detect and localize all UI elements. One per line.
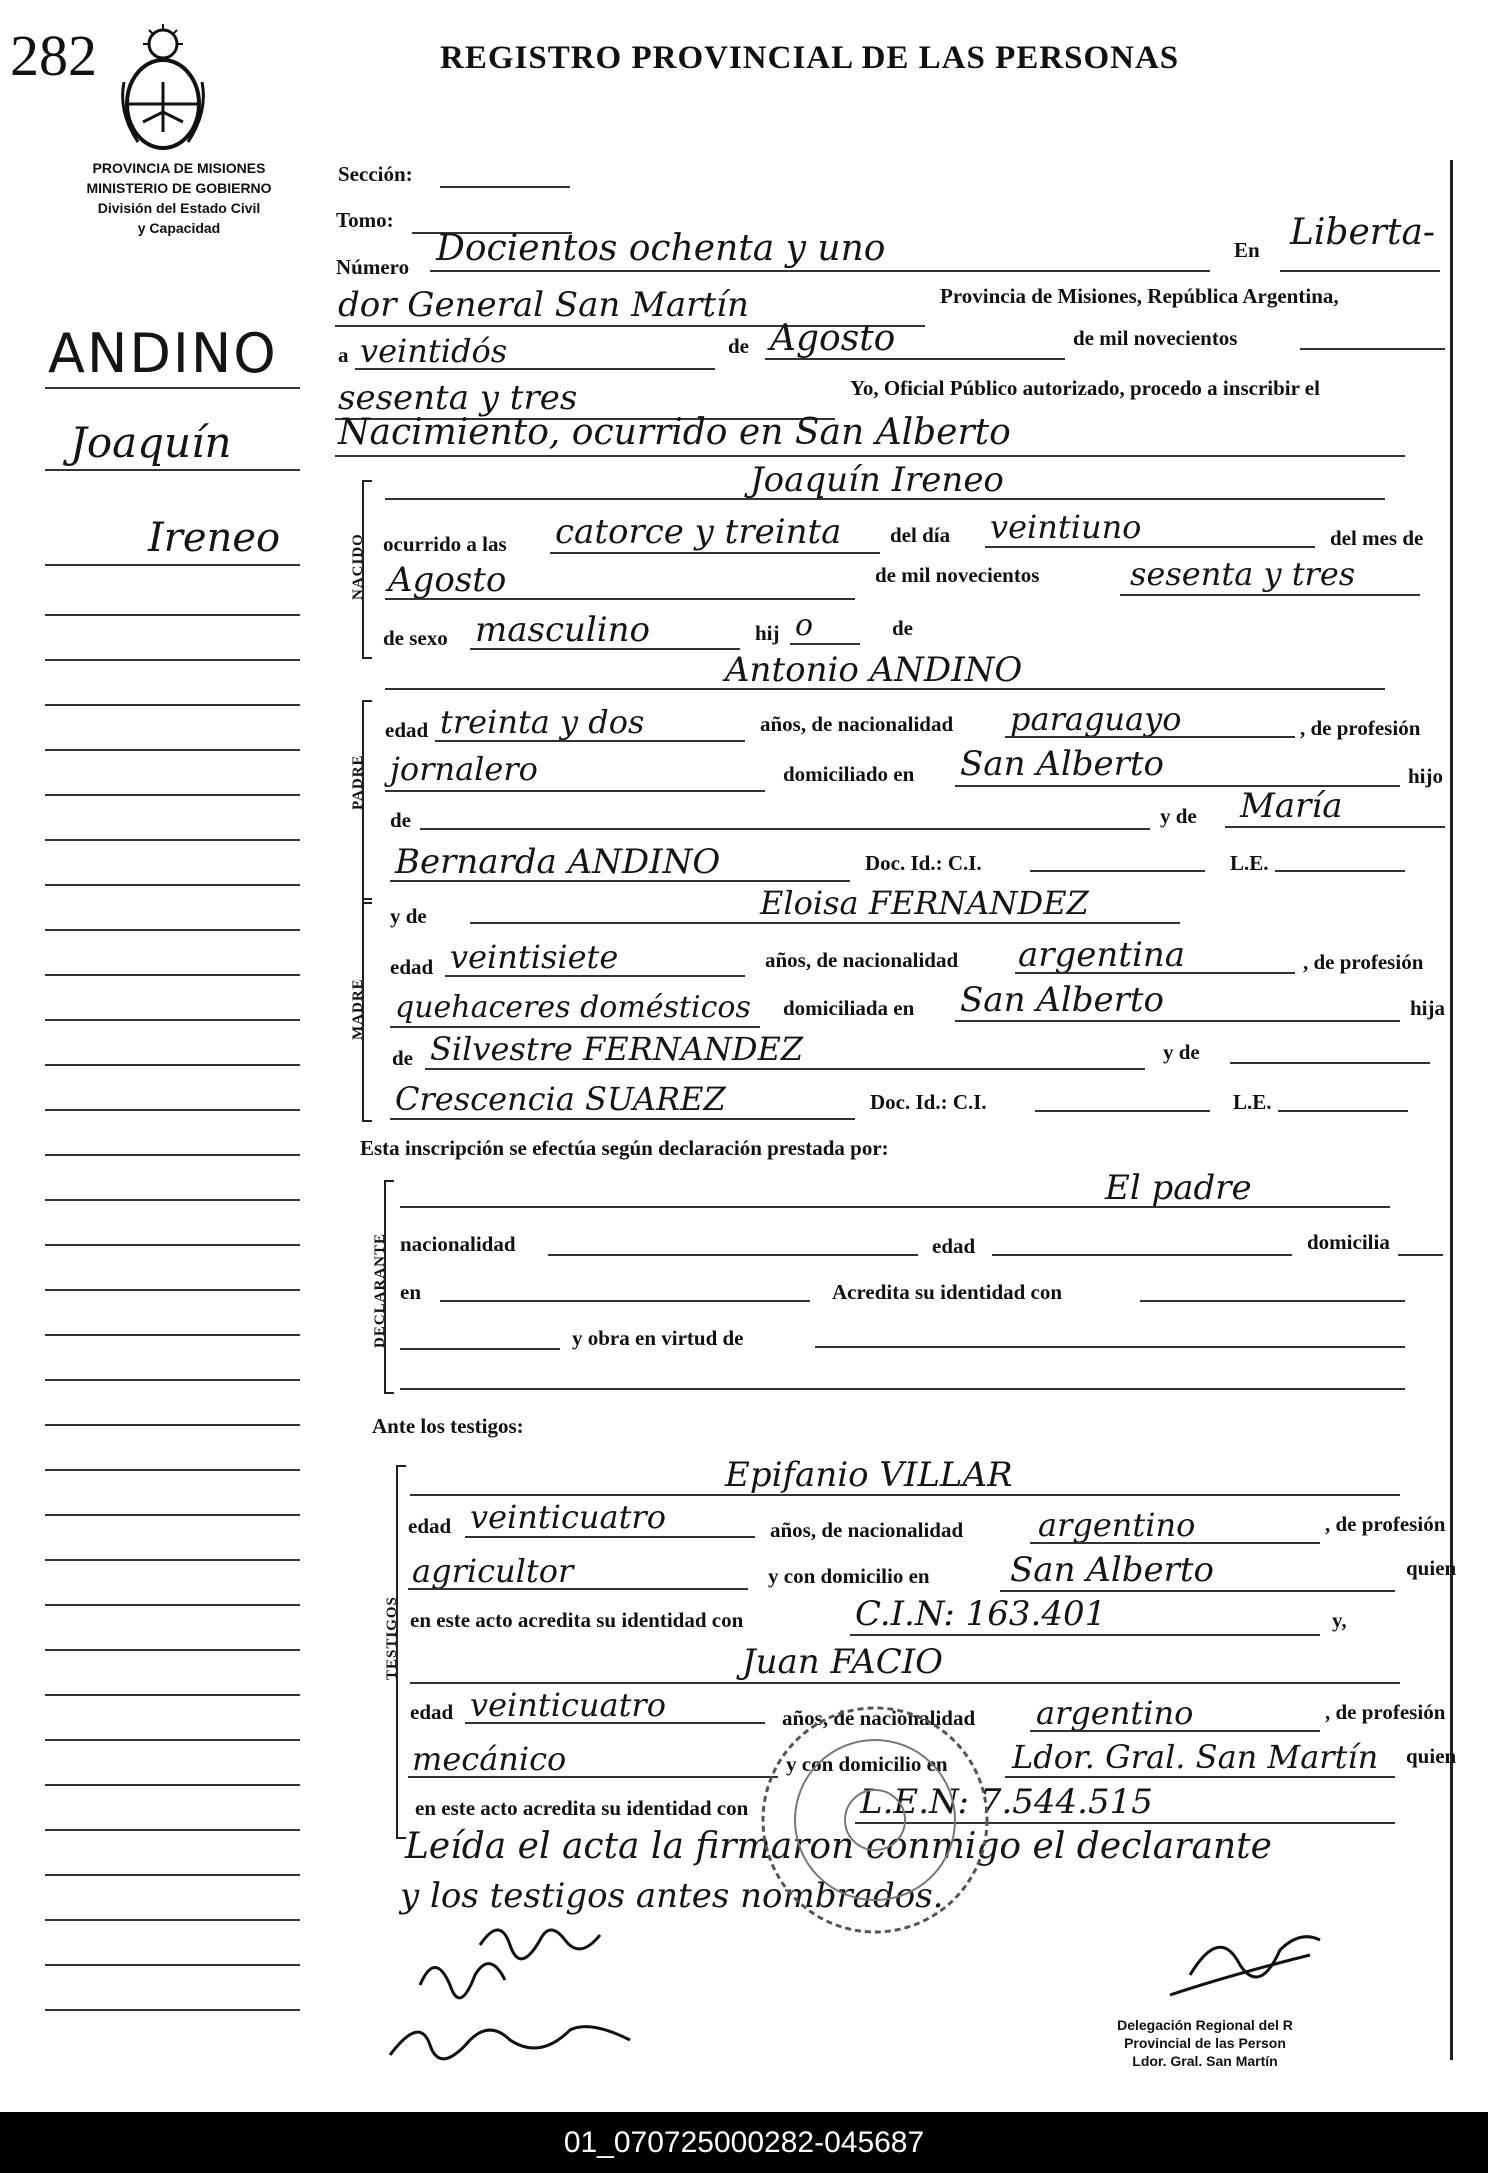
testigos-section-label: TESTIGOS: [384, 1596, 400, 1680]
nacido-day-line: [985, 546, 1315, 548]
place-line1-rule: [1280, 270, 1440, 272]
declarante-name-line: [400, 1206, 1390, 1208]
witness2-doc: L.E.N: 7.544.515: [860, 1782, 1153, 1822]
org-line-division: División del Estado Civil: [97, 200, 261, 216]
witness1-name: Epifanio VILLAR: [725, 1455, 1013, 1495]
closing-line1: Leída el acta la firmaron conmigo el declarante: [405, 1826, 1272, 1867]
padre-mother-2: Bernarda ANDINO: [395, 842, 721, 882]
numero-label: Número: [336, 255, 410, 279]
seccion-line: [440, 186, 570, 188]
day-line: [355, 368, 715, 370]
declarante-obra-line-pre: [400, 1348, 560, 1350]
witness1-edad: veinticuatro: [470, 1498, 666, 1536]
de-label: de: [728, 334, 749, 358]
hour-value: catorce y treinta: [555, 512, 842, 552]
padre-y-de-label: y de: [1160, 804, 1197, 828]
witness2-prof-line: [408, 1776, 778, 1778]
witness2-name: Juan FACIO: [742, 1642, 944, 1682]
official-line2: Provincial de las Person: [1124, 2035, 1286, 2051]
declarante-dom-line: [1398, 1254, 1443, 1256]
padre-prof-label: , de profesión: [1300, 716, 1421, 740]
witness1-nac-label: años, de nacionalidad: [770, 1518, 964, 1542]
right-border: [1450, 160, 1453, 2060]
madre-name: Eloisa FERNANDEZ: [760, 884, 1089, 922]
file-id: 01_070725000282-045687: [563, 2126, 925, 2159]
witness1-y: y,: [1332, 1608, 1347, 1632]
padre-dom-value: San Alberto: [960, 744, 1164, 784]
margin-lines: [0, 0, 320, 2112]
dia-label: del día: [890, 523, 951, 547]
witness1-prof: agricultor: [412, 1552, 574, 1590]
padre-nac-line: [1005, 736, 1295, 738]
witness1-edad-label: edad: [408, 1514, 452, 1538]
witness2-dom-line: [1005, 1776, 1395, 1778]
official-line1: Delegación Regional del R: [1117, 2017, 1293, 2033]
mes-label: del mes de: [1330, 526, 1424, 550]
nacido-month-line: [385, 598, 855, 600]
witness1-doc: C.I.N: 163.401: [855, 1594, 1107, 1634]
year-end-line: [1300, 348, 1445, 350]
declarante-nac-line: [548, 1254, 918, 1256]
closing-line2: y los testigos antes nombrados.: [400, 1876, 944, 1916]
witness2-quien: quien: [1406, 1744, 1457, 1768]
margin-middle-name: Ireneo: [148, 515, 281, 561]
padre-edad-line: [435, 740, 745, 742]
witness2-name-line: [410, 1682, 1400, 1684]
declarante-intro: Esta inscripción se efectúa según declaración prestada por:: [360, 1136, 889, 1160]
witness1-nac: argentino: [1038, 1506, 1196, 1544]
padre-edad-value: treinta y dos: [440, 703, 645, 741]
witness2-edad-label: edad: [410, 1700, 454, 1724]
witness1-prof-label: , de profesión: [1325, 1512, 1446, 1536]
padre-nac-value: paraguayo: [1010, 700, 1182, 738]
hijo-label: hij: [755, 621, 780, 645]
nacido-day-value: veintiuno: [990, 508, 1142, 546]
madre-father-line: [425, 1068, 1145, 1070]
document-title: REGISTRO PROVINCIAL DE LAS PERSONAS: [440, 40, 1180, 76]
padre-hijo-label: hijo: [1408, 764, 1444, 788]
a-label: a: [338, 343, 349, 367]
declarante-en-line: [440, 1300, 810, 1302]
witness2-nac-label: años, de nacionalidad: [782, 1706, 976, 1730]
nacido-de-label: de: [892, 616, 913, 640]
madre-y-de-label: y de: [390, 904, 427, 928]
witness1-prof-line: [408, 1588, 748, 1590]
madre-de-label: de: [392, 1046, 413, 1070]
padre-prof-value: jornalero: [390, 750, 538, 788]
margin-first-name: Joaquín: [70, 418, 232, 467]
declarante-dom-label: domicilia: [1307, 1230, 1390, 1254]
act-value: Nacimiento, ocurrido en San Alberto: [338, 412, 1011, 453]
witness1-nac-line: [1030, 1542, 1320, 1544]
madre-mother-line: [390, 1118, 855, 1120]
hour-line: [550, 552, 880, 554]
declarante-obra-label: y obra en virtud de: [572, 1326, 744, 1350]
declarante-name: El padre: [1105, 1168, 1252, 1208]
declarante-edad-line: [992, 1254, 1292, 1256]
madre-nac-value: argentina: [1018, 935, 1186, 975]
madre-le-label: L.E.: [1233, 1090, 1272, 1114]
madre-doc-label: Doc. Id.: C.I.: [870, 1090, 987, 1114]
madre-nac-label: años, de nacionalidad: [765, 948, 959, 972]
year-value: sesenta y tres: [338, 378, 578, 418]
margin-surname: ANDINO: [48, 322, 278, 385]
madre-le-line: [1278, 1110, 1408, 1112]
month-line: [765, 358, 1065, 360]
year-label: de mil novecientos: [1073, 326, 1238, 350]
madre-y-de2-line: [1230, 1062, 1430, 1064]
day-value: veintidós: [360, 332, 508, 370]
witness2-edad: veinticuatro: [470, 1686, 666, 1724]
declarante-section-label: DECLARANTE: [372, 1232, 388, 1348]
witness2-prof-label: , de profesión: [1325, 1700, 1446, 1724]
en-label: En: [1234, 238, 1260, 262]
official-text: Yo, Oficial Público autorizado, procedo a inscribir el: [850, 376, 1320, 400]
ocurrido-label: ocurrido a las: [383, 532, 507, 556]
madre-mother-value: Crescencia SUAREZ: [395, 1080, 726, 1118]
madre-nac-line: [1015, 972, 1295, 974]
month-value: Agosto: [770, 318, 896, 359]
official-stamp: [755, 1700, 995, 1940]
official-line3: Ldor. Gral. San Martín: [1132, 2053, 1278, 2069]
padre-mother-1-line: [1225, 826, 1445, 828]
declarante-en-label: en: [400, 1280, 421, 1304]
testigos-intro: Ante los testigos:: [372, 1414, 524, 1438]
nacido-year-value: sesenta y tres: [1130, 555, 1356, 593]
padre-le-label: L.E.: [1230, 851, 1269, 875]
org-line-province: PROVINCIA DE MISIONES: [92, 160, 266, 176]
padre-mother-2-line: [390, 880, 850, 882]
nacido-year-line: [1120, 594, 1420, 596]
nacido-year-label: de mil novecientos: [875, 563, 1040, 587]
witness2-prof: mecánico: [412, 1740, 567, 1778]
numero-value: Docientos ochenta y uno: [436, 228, 886, 269]
madre-doc-line: [1035, 1110, 1210, 1112]
witness2-nac-line: [1030, 1730, 1320, 1732]
place-line2: dor General San Martín: [338, 285, 749, 325]
witness1-acr-label: en este acto acredita su identidad con: [410, 1608, 744, 1632]
madre-prof-line: [390, 1026, 760, 1028]
declarante-acredita-line: [1140, 1300, 1405, 1302]
nacido-month-value: Agosto: [388, 560, 507, 600]
tomo-label: Tomo:: [336, 208, 394, 232]
madre-father-value: Silvestre FERNANDEZ: [430, 1030, 804, 1068]
witness2-nac: argentino: [1036, 1694, 1194, 1732]
witness1-dom-line: [1000, 1590, 1395, 1592]
seccion-label: Sección:: [338, 162, 413, 186]
padre-de-line: [420, 828, 1150, 830]
witness2-acr-label: en este acto acredita su identidad con: [415, 1796, 749, 1820]
sexo-line: [470, 648, 740, 650]
madre-dom-line: [955, 1020, 1400, 1022]
declarante-edad-label: edad: [932, 1234, 976, 1258]
padre-mother-1: María: [1240, 786, 1343, 826]
witness1-edad-line: [465, 1536, 755, 1538]
witness2-dom: Ldor. Gral. San Martín: [1012, 1738, 1379, 1776]
madre-name-line: [470, 922, 1180, 924]
witness2-edad-line: [465, 1722, 765, 1724]
nacido-section-label: NACIDO: [350, 533, 366, 600]
declarante-nac-label: nacionalidad: [400, 1232, 516, 1256]
org-line-ministry: MINISTERIO DE GOBIERNO: [86, 180, 272, 196]
madre-section-label: MADRE: [350, 978, 366, 1040]
padre-prof-line: [385, 790, 765, 792]
madre-prof-value: quehaceres domésticos: [395, 990, 751, 1025]
hijo-suffix: o: [795, 608, 814, 643]
madre-dom-label: domiciliada en: [783, 996, 915, 1020]
padre-edad-label: edad: [385, 718, 429, 742]
padre-doc-label: Doc. Id.: C.I.: [865, 851, 982, 875]
madre-edad-line: [445, 975, 745, 977]
madre-edad-value: veintisiete: [450, 938, 619, 976]
hijo-line: [790, 643, 860, 645]
official-block: [1055, 2016, 1355, 2070]
witness1-dom: San Alberto: [1010, 1550, 1214, 1590]
madre-y-de2-label: y de: [1163, 1040, 1200, 1064]
madre-edad-label: edad: [390, 955, 434, 979]
declarante-obra-line: [815, 1346, 1405, 1348]
sexo-value: masculino: [475, 610, 651, 650]
padre-le-line: [1275, 870, 1405, 872]
nacido-name-line: [385, 498, 1385, 500]
madre-dom-value: San Alberto: [960, 980, 1164, 1020]
provincia-text: Provincia de Misiones, República Argentina,: [940, 284, 1339, 308]
place-line1: Liberta-: [1290, 212, 1436, 253]
padre-de-label: de: [390, 808, 411, 832]
page-number: 282: [10, 23, 97, 88]
declarante-blank-line: [400, 1388, 1405, 1390]
padre-doc-line: [1030, 870, 1205, 872]
madre-hija-label: hija: [1410, 996, 1446, 1020]
sexo-label: de sexo: [383, 626, 448, 650]
padre-name-line: [385, 688, 1385, 690]
file-id-bar: [0, 2112, 1488, 2173]
madre-prof-label: , de profesión: [1303, 950, 1424, 974]
numero-line: [430, 270, 1210, 272]
witness1-name-line: [410, 1494, 1400, 1496]
padre-nac-label: años, de nacionalidad: [760, 712, 954, 736]
nacido-name: Joaquín Ireneo: [750, 460, 1004, 500]
padre-dom-label: domiciliado en: [783, 762, 915, 786]
witness2-dom-label: y con domicilio en: [786, 1752, 948, 1776]
witness1-quien: quien: [1406, 1556, 1457, 1580]
act-line: [335, 455, 1405, 457]
padre-section-label: PADRE: [350, 754, 366, 810]
declarante-acredita-label: Acredita su identidad con: [832, 1280, 1063, 1304]
witness1-dom-label: y con domicilio en: [768, 1564, 930, 1588]
witness1-doc-line: [850, 1634, 1320, 1636]
padre-name: Antonio ANDINO: [725, 650, 1023, 690]
org-line-capacity: y Capacidad: [137, 220, 221, 236]
